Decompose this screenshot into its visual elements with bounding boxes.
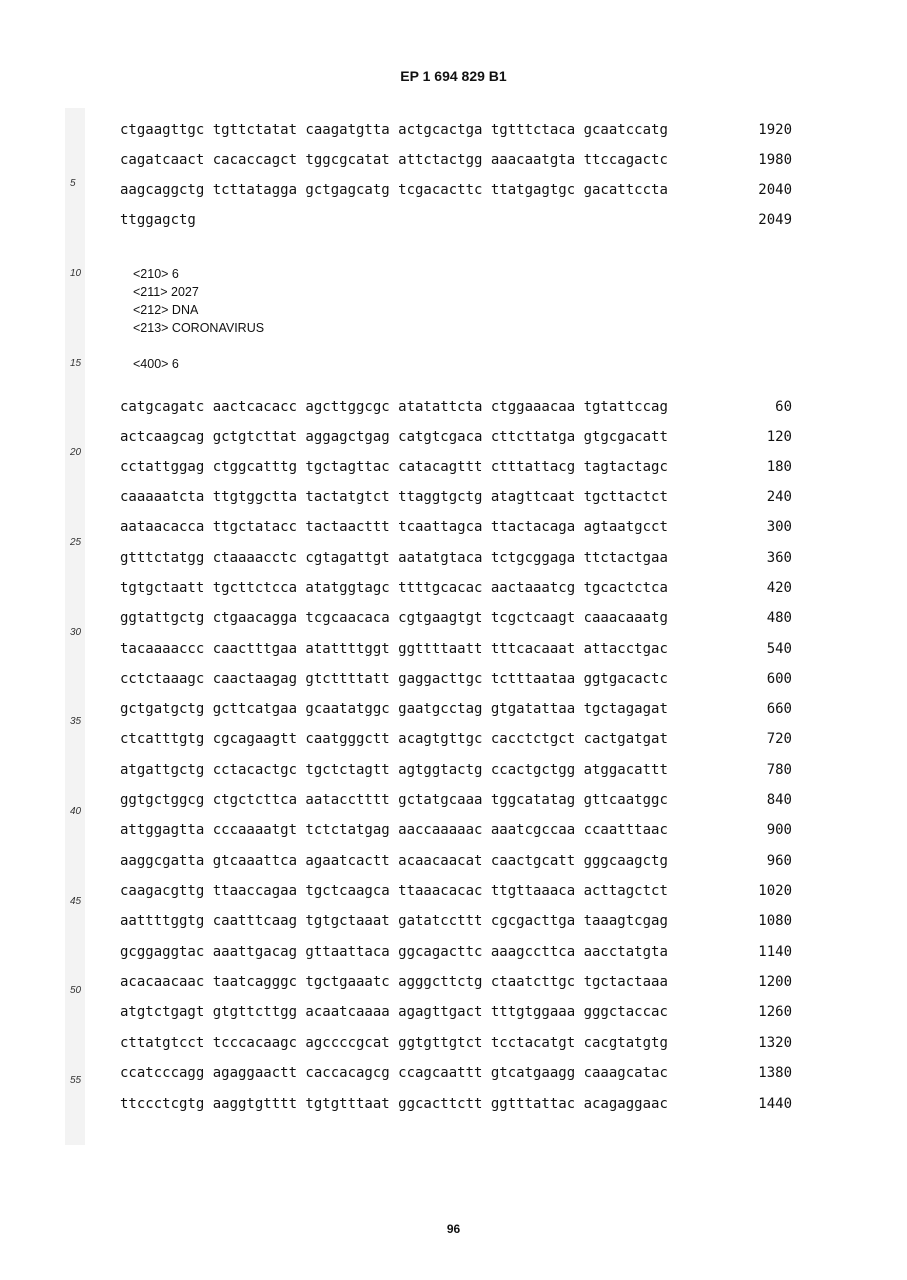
margin-line-number: 5 — [70, 178, 76, 189]
document-number-header: EP 1 694 829 B1 — [400, 68, 507, 84]
sequence-text: tacaaaaccc caactttgaa atattttggt ggttttaatt tttcacaaat attacctgac — [120, 641, 668, 657]
sequence-text: aattttggtg caatttcaag tgtgctaaat gatatccttt cgcgacttga taaagtcgag — [120, 913, 668, 929]
sequence-row — [120, 608, 792, 628]
page-number-footer: 96 — [446, 1222, 461, 1236]
sequence-text: ttccctcgtg aaggtgtttt tgtgtttaat ggcacttctt ggtttattac acagaggaac — [120, 1096, 668, 1112]
sequence-row — [120, 457, 792, 477]
margin-line-number: 45 — [70, 896, 82, 907]
sequence-position: 60 — [775, 399, 792, 415]
sequence-row — [120, 397, 792, 417]
sequence-row — [120, 578, 792, 598]
sequence-text: cttatgtcct tcccacaagc agccccgcat ggtgttgtct tcctacatgt cacgtatgtg — [120, 1035, 668, 1051]
sequence-row — [120, 942, 792, 962]
sequence-position: 1200 — [758, 974, 792, 990]
margin-line-number: 10 — [70, 268, 82, 279]
sequence-position: 720 — [766, 731, 792, 747]
sequence-position: 240 — [766, 489, 792, 505]
sequence-text: catgcagatc aactcacacc agcttggcgc atatattcta ctggaaacaa tgtattccag — [120, 399, 668, 415]
sequence-position: 960 — [766, 853, 792, 869]
margin-line-number: 40 — [70, 806, 82, 817]
sequence-text: aaggcgatta gtcaaattca agaatcactt acaacaacat caactgcatt gggcaagctg — [120, 853, 668, 869]
sequence-text: cctctaaagc caactaagag gtcttttatt gaggacttgc tctttaataa ggtgacactc — [120, 671, 668, 687]
sequence-text: gctgatgctg gcttcatgaa gcaatatggc gaatgcctag gtgatattaa tgctagagat — [120, 701, 668, 717]
sequence-position: 1920 — [758, 122, 792, 138]
sequence-position: 1980 — [758, 152, 792, 168]
sequence-row — [120, 120, 792, 140]
sequence-row — [120, 820, 792, 840]
sequence-position: 360 — [766, 550, 792, 566]
sequence-row — [120, 851, 792, 871]
sequence-position: 300 — [766, 519, 792, 535]
sequence-position: 1080 — [758, 913, 792, 929]
sequence-row — [120, 790, 792, 810]
sequence-row — [120, 517, 792, 537]
sequence-position: 480 — [766, 610, 792, 626]
sequence-row — [120, 1033, 792, 1053]
sequence-type-tag: <212> DNA — [133, 303, 199, 317]
sequence-row — [120, 881, 792, 901]
sequence-position: 1020 — [758, 883, 792, 899]
sequence-row — [120, 1002, 792, 1022]
sequence-position: 1440 — [758, 1096, 792, 1112]
margin-line-number: 15 — [70, 358, 82, 369]
margin-line-number: 30 — [70, 627, 82, 638]
sequence-row — [120, 669, 792, 689]
sequence-position: 420 — [766, 580, 792, 596]
sequence-text: acacaacaac taatcagggc tgctgaaatc agggcttctg ctaatcttgc tgctactaaa — [120, 974, 668, 990]
sequence-row — [120, 180, 792, 200]
margin-line-number: 55 — [70, 1075, 82, 1086]
sequence-position: 540 — [766, 641, 792, 657]
sequence-text: cagatcaact cacaccagct tggcgcatat attctactgg aaacaatgta ttccagactc — [120, 152, 668, 168]
sequence-text: attggagtta cccaaaatgt tctctatgag aaccaaaaac aaatcgccaa ccaatttaac — [120, 822, 668, 838]
margin-line-number: 25 — [70, 537, 82, 548]
sequence-position: 1380 — [758, 1065, 792, 1081]
sequence-text: gcggaggtac aaattgacag gttaattaca ggcagacttc aaagccttca aacctatgta — [120, 944, 668, 960]
sequence-position: 1140 — [758, 944, 792, 960]
sequence-text: atgtctgagt gtgttcttgg acaatcaaaa agagttgact tttgtggaaa gggctaccac — [120, 1004, 668, 1020]
sequence-position: 660 — [766, 701, 792, 717]
sequence-id-tag: <210> 6 — [133, 267, 179, 281]
sequence-position: 180 — [766, 459, 792, 475]
sequence-position: 900 — [766, 822, 792, 838]
margin-line-number: 20 — [70, 447, 82, 458]
sequence-text: ctgaagttgc tgttctatat caagatgtta actgcactga tgtttctaca gcaatccatg — [120, 122, 668, 138]
sequence-row — [120, 548, 792, 568]
sequence-listing-tag: <400> 6 — [133, 357, 179, 371]
sequence-text: actcaagcag gctgtcttat aggagctgag catgtcgaca cttcttatga gtgcgacatt — [120, 429, 668, 445]
sequence-position: 1260 — [758, 1004, 792, 1020]
sequence-position: 120 — [766, 429, 792, 445]
sequence-row — [120, 210, 792, 230]
sequence-organism-tag: <213> CORONAVIRUS — [133, 321, 265, 335]
sequence-text: cctattggag ctggcatttg tgctagttac catacagttt ctttattacg tagtactagc — [120, 459, 668, 475]
sequence-row — [120, 487, 792, 507]
sequence-position: 840 — [766, 792, 792, 808]
margin-line-number: 50 — [70, 985, 82, 996]
sequence-position: 2049 — [758, 212, 792, 228]
sequence-text: ggtgctggcg ctgctcttca aatacctttt gctatgcaaa tggcatatag gttcaatggc — [120, 792, 668, 808]
sequence-text: tgtgctaatt tgcttctcca atatggtagc ttttgcacac aactaaatcg tgcactctca — [120, 580, 668, 596]
sequence-text: ccatcccagg agaggaactt caccacagcg ccagcaattt gtcatgaagg caaagcatac — [120, 1065, 668, 1081]
sequence-row — [120, 760, 792, 780]
sequence-row — [120, 1063, 792, 1083]
sequence-row — [120, 911, 792, 931]
sequence-text: caagacgttg ttaaccagaa tgctcaagca ttaaacacac ttgttaaaca acttagctct — [120, 883, 668, 899]
sequence-text: atgattgctg cctacactgc tgctctagtt agtggtactg ccactgctgg atggacattt — [120, 762, 668, 778]
sequence-row — [120, 699, 792, 719]
sequence-text: gtttctatgg ctaaaacctc cgtagattgt aatatgtaca tctgcggaga ttctactgaa — [120, 550, 668, 566]
sequence-row — [120, 639, 792, 659]
sequence-position: 600 — [766, 671, 792, 687]
sequence-row — [120, 729, 792, 749]
sequence-position: 2040 — [758, 182, 792, 198]
sequence-row — [120, 427, 792, 447]
margin-line-number: 35 — [70, 716, 82, 727]
sequence-text: aagcaggctg tcttatagga gctgagcatg tcgacacttc ttatgagtgc gacattccta — [120, 182, 668, 198]
sequence-text: ggtattgctg ctgaacagga tcgcaacaca cgtgaagtgt tcgctcaagt caaacaaatg — [120, 610, 668, 626]
sequence-position: 780 — [766, 762, 792, 778]
sequence-position: 1320 — [758, 1035, 792, 1051]
sequence-length-tag: <211> 2027 — [133, 285, 199, 299]
sequence-row — [120, 972, 792, 992]
sequence-text: caaaaatcta ttgtggctta tactatgtct ttaggtgctg atagttcaat tgcttactct — [120, 489, 668, 505]
sequence-row — [120, 1094, 792, 1114]
sequence-row — [120, 150, 792, 170]
sequence-text: aataacacca ttgctatacc tactaacttt tcaattagca ttactacaga agtaatgcct — [120, 519, 668, 535]
sequence-text: ctcatttgtg cgcagaagtt caatgggctt acagtgttgc cacctctgct cactgatgat — [120, 731, 668, 747]
sequence-text: ttggagctg — [120, 212, 196, 228]
